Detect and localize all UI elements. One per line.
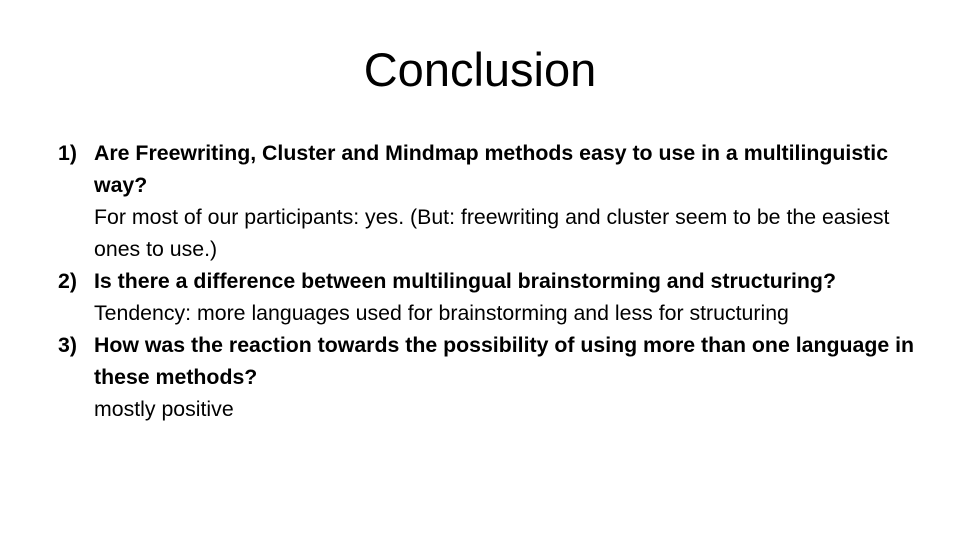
list-item-answer: Tendency: more languages used for brainstorming and less for structuring — [94, 301, 789, 325]
list-item-question: How was the reaction towards the possibility of using more than one language in these methods? — [94, 333, 915, 389]
list-item — [58, 329, 938, 425]
conclusion-list — [58, 137, 938, 425]
list-item-question: Are Freewriting, Cluster and Mindmap methods easy to use in a multilinguistic way? — [94, 141, 889, 197]
list-item-answer: For most of our participants: yes. (But: freewriting and cluster seem to be the easiest ones to use.) — [94, 205, 890, 261]
list-item-number: 2) — [58, 269, 77, 293]
list-item-question: Is there a difference between multilingual brainstorming and structuring? — [94, 269, 836, 293]
slide-title: Conclusion — [363, 43, 597, 96]
list-item — [58, 137, 938, 265]
list-item-number: 3) — [58, 333, 77, 357]
list-item — [58, 265, 938, 329]
list-item-number: 1) — [58, 141, 77, 165]
list-item-answer: mostly positive — [94, 397, 234, 421]
